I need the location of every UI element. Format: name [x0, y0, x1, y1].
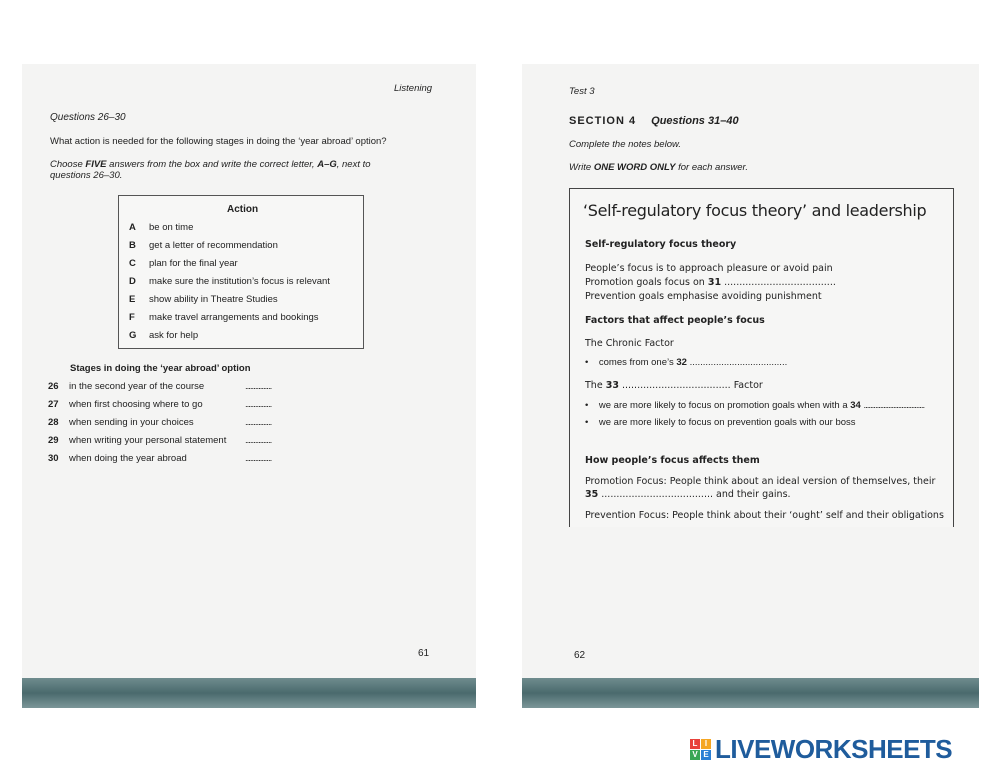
liveworksheets-logo	[690, 734, 952, 764]
question-28: 28 when sending in your choices ................	[48, 417, 272, 428]
instruction-1: Complete the notes below.	[569, 139, 681, 150]
answer-blank-33[interactable]: ....................................	[621, 380, 731, 391]
action-item-a: A be on time	[129, 222, 194, 233]
page-edge-shadow	[22, 678, 476, 708]
notes-title: ‘Self-regulatory focus theory’ and leadership	[583, 201, 927, 220]
answer-blank-34[interactable]: .....................................	[863, 400, 925, 411]
section-heading: SECTION 4 Questions 31–40	[569, 115, 739, 127]
page-number: 62	[574, 650, 586, 661]
notes-heading-3: How people’s focus affects them	[585, 455, 760, 466]
notes-heading-2: Factors that affect people’s focus	[585, 315, 765, 326]
action-item-c: C plan for the final year	[129, 258, 238, 269]
notes-line-3: Prevention goals emphasise avoiding punishment	[585, 291, 822, 302]
answer-blank-28[interactable]: ................	[245, 417, 272, 428]
bullet-boss: • we are more likely to focus on prevention goals with our boss	[585, 417, 856, 428]
answer-blank-29[interactable]: ................	[245, 435, 272, 446]
page-number: 61	[418, 648, 430, 659]
answer-blank-35[interactable]: .....................................	[601, 489, 713, 500]
bullet-34: • we are more likely to focus on promotion goals when with a 34 .....................................	[585, 400, 925, 411]
question-26: 26 in the second year of the course ................	[48, 381, 272, 392]
answer-blank-32[interactable]: .....................................	[689, 357, 788, 368]
questions-heading: Questions 26–30	[50, 112, 126, 123]
left-page	[22, 64, 476, 708]
action-box	[118, 195, 364, 349]
question-29: 29 when writing your personal statement ................	[48, 435, 272, 446]
right-page	[522, 64, 979, 708]
question-27: 27 when first choosing where to go ................	[48, 399, 272, 410]
instruction-1: What action is needed for the following stages in doing the ‘year abroad’ option?	[50, 136, 387, 147]
notes-line-1: People’s focus is to approach pleasure or avoid pain	[585, 263, 833, 274]
instruction-2: Choose FIVE answers from the box and write the correct letter, A–G, next to	[50, 159, 371, 170]
question-30: 30 when doing the year abroad ................	[48, 453, 272, 464]
answer-blank-27[interactable]: ................	[245, 399, 272, 410]
action-item-b: B get a letter of recommendation	[129, 240, 278, 251]
notes-line-7: 35 ..................................... and their gains.	[585, 489, 791, 500]
instruction-2: Write ONE WORD ONLY for each answer.	[569, 162, 748, 173]
notes-line-6: Promotion Focus: People think about an ideal version of themselves, their	[585, 476, 936, 487]
answer-blank-30[interactable]: ................	[245, 453, 272, 464]
notes-heading-1: Self-regulatory focus theory	[585, 239, 737, 250]
bullet-32: • comes from one’s 32 .....................................	[585, 357, 788, 368]
notes-line-2: Promotion goals focus on 31 .....................................	[585, 277, 836, 288]
answer-blank-31[interactable]: .....................................	[724, 277, 836, 288]
answer-blank-26[interactable]: ................	[245, 381, 272, 392]
action-box-title: Action	[227, 204, 259, 215]
action-item-f: F make travel arrangements and bookings	[129, 312, 319, 323]
action-item-d: D make sure the institution’s focus is relevant	[129, 276, 330, 287]
page-header: Test 3	[569, 86, 595, 97]
action-item-g: G ask for help	[129, 330, 199, 341]
notes-line-5: The 33 .................................... Factor	[585, 380, 763, 391]
logo-grid-icon: L I V E	[690, 739, 711, 760]
stages-heading: Stages in doing the ‘year abroad’ option	[70, 363, 251, 374]
notes-box	[569, 188, 954, 527]
logo-text: LIVEWORKSHEETS	[715, 733, 953, 764]
page-edge-shadow	[522, 678, 979, 708]
instruction-2-line2: questions 26–30.	[50, 170, 123, 181]
notes-line-8: Prevention Focus: People think about their ‘ought’ self and their obligations	[585, 510, 944, 521]
page-header: Listening	[394, 83, 433, 94]
action-item-e: E show ability in Theatre Studies	[129, 294, 278, 305]
notes-line-4: The Chronic Factor	[585, 338, 674, 349]
